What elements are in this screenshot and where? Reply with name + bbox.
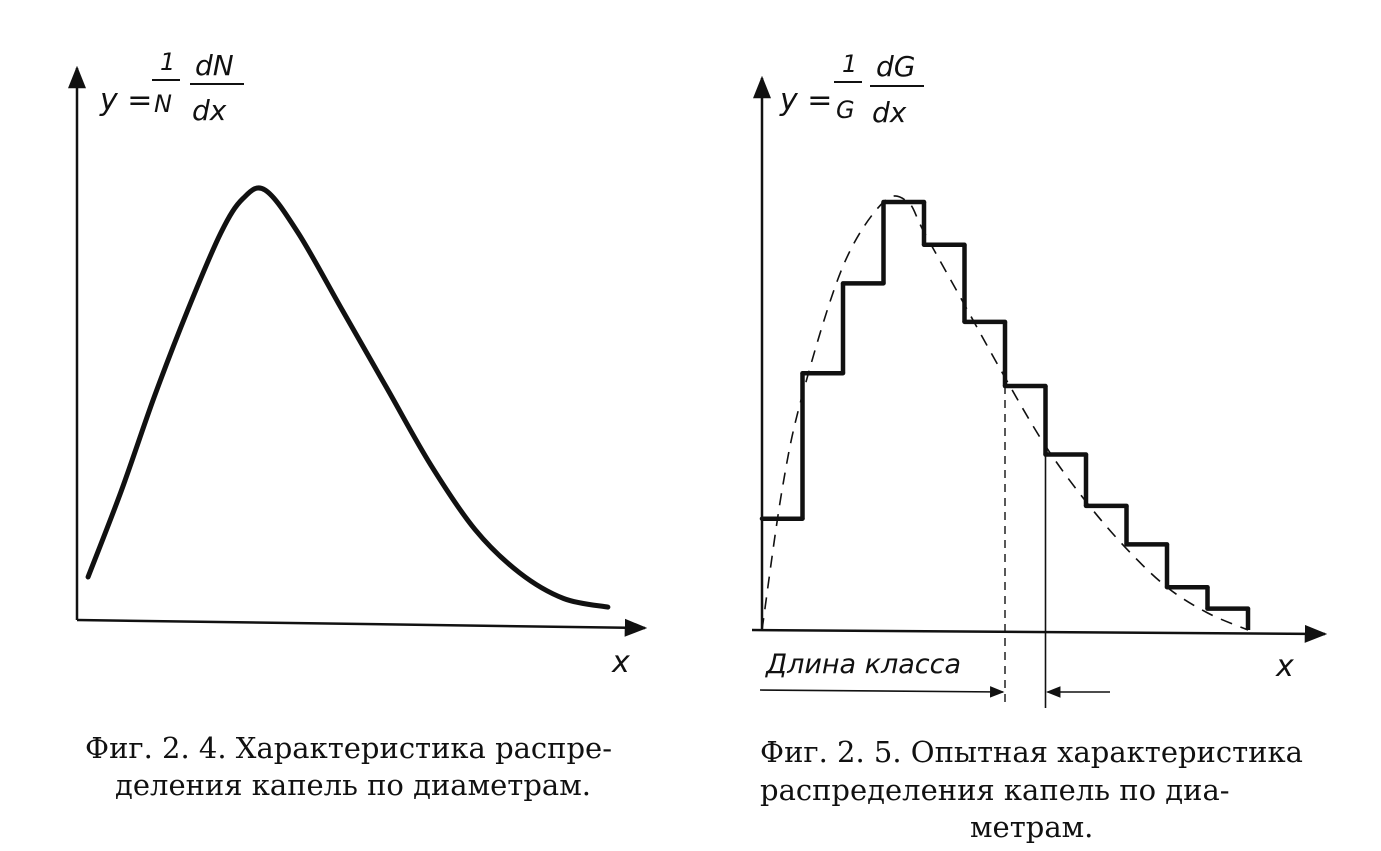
- y-label-frac1-den: N: [154, 90, 172, 118]
- y-label-frac2-num: dN: [195, 49, 234, 82]
- class-length-label: Длина класса: [766, 649, 962, 680]
- y-label-frac1-den: G: [836, 96, 855, 124]
- dashed-fit-curve: [762, 196, 1248, 630]
- x-axis: [752, 630, 1325, 634]
- y-axis-label: [99, 48, 244, 127]
- caption-line-2: деления капель по диаметрам.: [115, 768, 591, 802]
- y-label-frac2-den: dx: [872, 96, 907, 129]
- y-label-frac1-num: 1: [160, 48, 176, 76]
- y-label-frac2-num: dG: [876, 50, 916, 83]
- y-label-frac2-den: dx: [192, 94, 227, 127]
- y-label-lhs: y =: [100, 83, 153, 118]
- y-label-frac1-num: 1: [842, 50, 858, 78]
- chart-fig-2-5: [752, 50, 1325, 844]
- distribution-curve: [88, 188, 608, 607]
- x-axis-label: x: [612, 645, 630, 680]
- caption-line-1: Фиг. 2. 5. Опытная характеристика: [760, 735, 1303, 769]
- x-axis: [77, 620, 645, 628]
- y-label-lhs: y =: [780, 83, 833, 118]
- caption-fig-2-4: [85, 731, 621, 802]
- chart-fig-2-4: [77, 48, 645, 802]
- caption-line-1: Фиг. 2. 4. Характеристика распре-: [85, 731, 613, 765]
- class-arrow-left: [760, 690, 1003, 692]
- y-axis-label: [779, 50, 924, 129]
- caption-fig-2-5: [760, 735, 1312, 844]
- x-axis-label: x: [1276, 649, 1294, 684]
- caption-line-3: метрам.: [970, 810, 1094, 844]
- caption-line-2: распределения капель по диа-: [760, 773, 1230, 807]
